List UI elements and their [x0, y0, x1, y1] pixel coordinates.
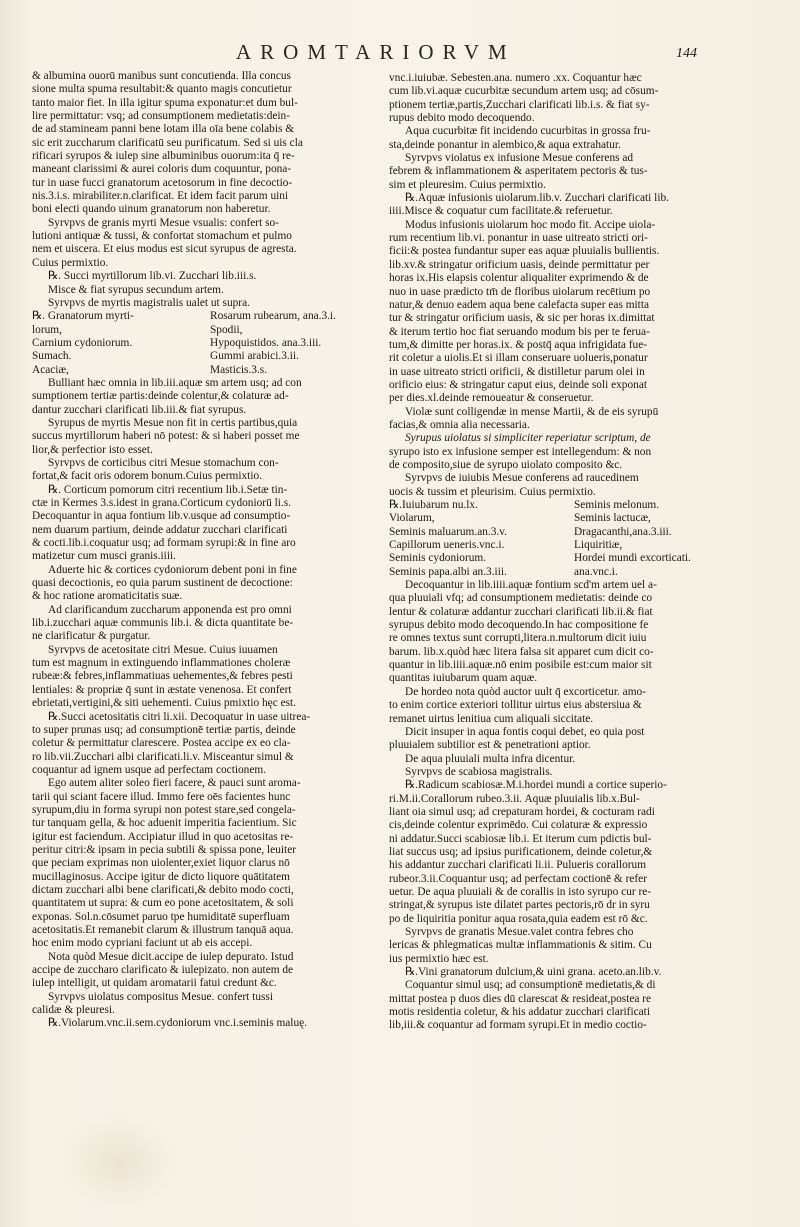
text-line: Decoquantur in aqua fontium lib.v.usque ad consumptio- [32, 510, 291, 523]
text-line: Nota quòd Mesue dicit.accipe de iulep depurato. Istud [48, 950, 294, 963]
text-line: ℞.Aquæ infusionis uiolarum.lib.v. Zucchari clarificati lib. [405, 192, 669, 205]
text-line: quantur in lib.iiii.aquæ.nō enim posibile est:cum maior sit [389, 659, 652, 672]
text-line: Syrvpvs de corticibus citri Mesue stomachum con- [48, 456, 279, 469]
text-line: quasi decoctionis, eo quia parum sustinent de decoctione: [32, 577, 293, 590]
text-line: Syrvpvs uiolatus compositus Mesue. confert tussi [48, 990, 273, 1003]
text-line: nem duarum partium, deinde addatur zucchari clarificati [32, 523, 288, 536]
recipe-ingredient: ana.vnc.i. [574, 565, 618, 578]
text-line: matizetur cum musci granis.iiii. [32, 550, 176, 563]
text-line: Modus infusionis uiolarum hoc modo fit. Accipe uiola- [405, 218, 656, 231]
recipe-ingredient: Seminis cydoniorum. [389, 552, 487, 565]
text-line: vnc.i.iuiubæ. Sebesten.ana. numero .xx. Coquantur hæc [389, 72, 642, 84]
text-line: Syrvpvs de scabiosa magistralis. [405, 765, 553, 778]
text-line: coletur & permittatur clarescere. Postea accipe ex eo cla- [32, 737, 291, 750]
left-column [32, 70, 380, 1031]
text-line: his addantur zucchari clarificati li.ii. Pulueris corallorum [389, 859, 647, 872]
recipe-ingredient: Masticis.3.s. [210, 363, 268, 376]
text-line: lericas & phlegmaticas multæ inflammationis & sitim. Cu [389, 939, 652, 952]
recipe-list [32, 310, 380, 377]
text-line: Syrupus uiolatus si simpliciter reperiatur scriptum, de [405, 432, 651, 445]
text-line: pluuialem subtilior est & penetrationi aptior. [389, 739, 591, 752]
text-line: iiii.Misce & coquatur cum facilitate.& referuetur. [389, 205, 613, 218]
text-line: lentur & colaturæ addantur zucchari clarificati lib.ii.& fiat [389, 605, 653, 618]
paper-stain [60, 1112, 180, 1212]
text-line: ni addatur.Succi scabiosæ lib.i. Et iterum cum pdictis bul- [389, 832, 652, 845]
recipe-ingredient: Capillorum ueneris.vnc.i. [389, 539, 505, 552]
text-line: stringat,& syrupus iste dilatet partes pectoris,rō dr in syru [389, 899, 650, 912]
recipe-ingredient: Gummi arabici.3.ii. [210, 350, 299, 363]
text-line: ℞.Violarum.vnc.ii.sem.cydoniorum vnc.i.seminis maluę. [48, 1017, 308, 1030]
text-line: nem et uiscera. Et eius modus est sicut syrupus de agresta. [32, 243, 297, 256]
text-line: coquantur ad ignem usque ad perfectam coctionem. [32, 763, 267, 776]
text-line: rificari syrupos & iulep sine albuminibus ouorum:ita q̄ re- [32, 150, 295, 163]
text-line: uocis & tussim et pleurisim. Cuius permixtio. [389, 485, 596, 498]
text-line: ebrietati,vertigini,& siti uehementi. Cuius pmixtio hęc est. [32, 697, 297, 710]
text-line: Dicit insuper in aqua fontis coqui debet, eo quia post [405, 725, 645, 738]
text-line: uetur. De aqua pluuiali & de corallis in isto syrupo cur re- [389, 885, 652, 898]
text-line: remanet uirtus lenitiua cum aliquali siccitate. [389, 712, 594, 725]
right-column [389, 72, 751, 1033]
recipe-ingredient: Hypoquistidos. ana.3.iii. [210, 336, 322, 349]
recipe-ingredient: Violarum, [389, 512, 435, 525]
page-number: 144 [676, 46, 697, 61]
text-line: rupus debito modo decoquendo. [389, 112, 535, 125]
text-line: nis.3.i.s. mirabiliter.n.clarificat. Et idem facit parum uini [32, 190, 289, 203]
text-line: barum. lib.x.quòd hæc litera falsa sit apparet cum dicit co- [389, 645, 654, 658]
recipe-ingredient: Acaciæ, [32, 363, 69, 376]
text-line: exponas. Sol.n.cōsumet paruo tpe humiditatē superfluam [32, 910, 290, 923]
text-line: natur,& denuo eadem aqua bene calefacta super eas mitta [389, 298, 650, 311]
text-line: lib.i.zucchari aquæ communis lib.i. & dicta quantitate be- [32, 617, 294, 630]
recipe-ingredient: ℞.Iuiubarum nu.lx. [389, 499, 478, 511]
text-line: iulep intelligit, ut quidam aromatarii fatui credunt &c. [32, 977, 277, 990]
text-line: tarii qui sciant facere illud. Immo fere oēs facientes hunc [32, 790, 291, 803]
text-line: rit coletur a uiolis.Et si illam conseruare uolueris,ponatur [389, 352, 648, 365]
text-line: lib.xv.& stringatur orificium uasis, deinde permittatur per [389, 258, 650, 271]
text-line: & iterum tertio hoc fiat seruando modum bis per te ferua- [389, 325, 650, 338]
recipe-ingredient: Seminis melonum. [574, 499, 660, 511]
text-line: Violæ sunt colligendæ in mense Martii, & de eis syrupū [405, 405, 659, 418]
text-line: & hoc ratione aromaticitatis suæ. [32, 590, 183, 603]
text-line: ℞.Succi acetositatis citri li.xii. Decoquatur in uase uitrea- [48, 710, 311, 723]
text-line: Syrvpvs de granis myrti Mesue vsualis: confert so- [48, 216, 279, 229]
text-line: & cocti.lib.i.coquatur usq; ad formam syrupi:& in fine aro [32, 537, 296, 550]
text-line: quantitatem ut supra: & cum eo pone acetositatem, & soli [32, 897, 294, 910]
text-line: ptionem tertiæ,partis,Zucchari clarificati lib.i.s. & fiat sy- [389, 98, 650, 111]
text-line: lutioni antiquæ & tussi, & confortat stomachum et pulmo [32, 230, 292, 243]
text-line: fortat,& facit oris odorem bonum.Cuius permixtio. [32, 470, 262, 483]
text-line: succus myrtillorum haberi nō potest: & si haberi posset me [32, 430, 300, 443]
text-line: lire permittatur: vsq; ad consumptionem medietatis:dein- [32, 110, 291, 123]
text-line: po de liquiritia ponitur aqua rosata,quia eadem est rō &c. [389, 912, 648, 925]
text-line: & albumina ouorū manibus sunt concutienda. Illa concus [32, 70, 291, 82]
text-line: De hordeo nota quòd auctor uult q̄ excorticetur. amo- [405, 685, 646, 698]
text-line: Cuius permixtio. [32, 256, 109, 269]
text-line: to enim cortice exteriori tollitur uirtus eius abstersiua & [389, 699, 642, 712]
text-line: Syrvpvs de iuiubis Mesue conferens ad raucedinem [405, 472, 639, 485]
text-line: ius permixtio hæc est. [389, 952, 489, 965]
recipe-ingredient: lorum, [32, 323, 62, 336]
recipe-list [389, 499, 751, 579]
text-line: igitur est faciendum. Accipiatur illud in quo acetositas re- [32, 830, 294, 843]
text-line: nuo in uase prædicto tm̄ de floribus uiolarum recētium po [389, 285, 651, 298]
text-line: ℞. Corticum pomorum citri recentium lib.i.Setæ tin- [48, 483, 288, 496]
text-line: tum,& dimitte per horas.ix. & postq̄ aqua infrigidata fue- [389, 338, 648, 351]
text-line: accipe de zuccharo clarificato & iulepizato. non autem de [32, 964, 294, 977]
text-line: per dies.xl.deinde remoueatur & conseruetur. [389, 392, 594, 405]
text-line: ℞. Succi myrtillorum lib.vi. Zucchari lib.iii.s. [48, 270, 257, 283]
text-line: Syrvpvs violatus ex infusione Mesue conferens ad [405, 152, 634, 165]
text-line: acetositatis.Et remanebit clarum & illustrum tanquā aqua. [32, 924, 294, 936]
text-line: Decoquantur in lib.iiii.aquæ fontium scd'm artem uel a- [405, 579, 657, 592]
text-line: ficii:& postea fundantur super eas aquæ pluuialis bullientis. [389, 245, 660, 258]
recipe-ingredient: Seminis maluarum.an.3.v. [389, 525, 508, 538]
text-line: Syrvpvs de myrtis magistralis ualet ut supra. [48, 296, 250, 309]
text-line: ℞.Vini granatorum dulcium,& uini grana. aceto.an.lib.v. [405, 966, 662, 979]
text-line: cum lib.vi.aquæ cucurbitæ secundum artem usq; ad cōsum- [389, 85, 659, 98]
text-line: de ad stamineam panni bene lotam illa oīa bene colabis & [32, 123, 295, 136]
text-line: quantitas iuiubarum quam aquæ. [389, 672, 538, 685]
text-line: febrem & inflammationem & asperitatem pectoris & tus- [389, 165, 648, 178]
recipe-ingredient: Sumach. [32, 350, 72, 363]
text-line: ne clarificatur & purgatur. [32, 630, 151, 643]
text-line: Ad clarificandum zuccharum apponenda est pro omni [48, 603, 292, 616]
text-line: de composito,siue de syrupo uiolato composito &c. [389, 458, 623, 471]
text-line: Syrvpvs de acetositate citri Mesue. Cuius iuuamen [48, 643, 278, 656]
text-line: to super prunas usq; ad consumptionē tertiæ partis, deinde [32, 723, 296, 736]
text-line: rubeæ:& febres,inflammatiuas uehementes,& febres pesti [32, 670, 293, 683]
text-line: syrupum,diu in forma syrupi non potest stare,sed congela- [32, 803, 296, 816]
text-line: lior,& perfectior isto esset. [32, 443, 153, 456]
text-line: ro lib.vii.Zucchari albi clarificati.li.v. Misceantur simul & [32, 750, 294, 763]
text-line: tur in uase fucci granatorum acetosorum in fine decoctio- [32, 176, 293, 189]
text-line: boni electi quando uinum granatorum non haberetur. [32, 203, 271, 216]
text-line: facias,& omnia alia necessaria. [389, 418, 530, 431]
text-line: motis residentia coletur, & his addatur zucchari clarificati [389, 1006, 650, 1019]
text-line: liant oia simul usq; ad crepaturam hordei, & cocturam radi [389, 805, 655, 818]
text-line: rubeor.3.ii.Coquantur usq; ad perfectam coctionē & refer [389, 872, 647, 885]
text-line: dantur zucchari clarificati lib.iii.& fiat syrupus. [32, 403, 247, 416]
text-line: sumptionem tertiæ partis:deinde colentur,& colaturæ ad- [32, 390, 289, 403]
text-line: hoc enim modo cypriani faciunt ut ab eis accepi. [32, 937, 253, 950]
text-line: mucillaginosus. Accipe igitur de dicto liquore quātitatem [32, 870, 291, 883]
text-line: Coquantur simul usq; ad consumptionē medietatis,& di [405, 979, 656, 992]
text-line: maneant clarissimi & aurei coloris dum coquuntur, pona- [32, 163, 292, 176]
text-line: peritur citri:& ipsam in pecia subtili & spissa pone, leuiter [32, 843, 297, 856]
text-line: horas ix.His elapsis colentur aliqualiter exprimendo & de [389, 272, 649, 285]
recipe-ingredient: ℞. Granatorum myrti- [32, 310, 134, 323]
text-line: Ego autem aliter soleo fieri facere, & pauci sunt aroma- [48, 777, 301, 790]
recipe-ingredient: Rosarum rubearum, ana.3.i. [210, 310, 337, 323]
text-line: ℞.Radicum scabiosæ.M.i.hordei mundi a cortice superio- [405, 779, 667, 792]
text-line: rum recentium lib.vi. ponantur in uase uitreato stricti ori- [389, 232, 648, 245]
text-line: syrupus debito modo decoquendo.In hac compositione fe [389, 619, 649, 632]
text-line: sione multa spuma resultabit:& quanto magis concutietur [32, 83, 292, 96]
text-line: lentiales: & propriæ q̄ sunt in æstate venenosa. Et confert [32, 683, 292, 696]
recipe-ingredient: Liquiritiæ, [574, 539, 623, 552]
text-line: sta,deinde ponantur in alembico,& aqua extrahatur. [389, 138, 621, 151]
text-line: cis,deinde colentur exprimēdo. Cui colaturæ & expressio [389, 819, 648, 832]
text-line: tum est magnum in extinguendo inflammationes choleræ [32, 657, 291, 670]
text-line: mittat postea p duos dies dū clarescat & resideat,postea re [389, 992, 652, 1005]
text-line: sic erit zuccharum clarificatū seu purificatum. Sed si uis cla [32, 136, 303, 149]
text-line: sim et pleuresim. Cuius permixtio. [389, 178, 546, 191]
running-title: AROMTARIORVM [236, 40, 516, 64]
text-line: liat succus usq; ad ipsius purificationem, deinde coletur,& [389, 845, 653, 858]
text-line: calidæ & pleuresi. [32, 1004, 115, 1017]
text-line: tanto maior fiet. In illa igitur spuma exponatur:et dum bul- [32, 96, 298, 109]
text-line: ri.M.ii.Corallorum rubeo.3.ii. Aquæ pluuialis lib.x.Bul- [389, 792, 640, 805]
text-line: Aduerte hic & cortices cydoniorum debent poni in fine [48, 563, 297, 576]
text-line: dictam zucchari albi bene clarificati,& debito modo cocti, [32, 883, 294, 896]
recipe-ingredient: Spodii, [210, 323, 243, 336]
text-line: syrupo isto ex infusione semper est intellegendum: & non [389, 445, 652, 458]
recipe-ingredient: Hordei mundi excorticati. [574, 552, 691, 565]
text-line: que peciam exprimas non uiolenter,exiet liquor clarus nō [32, 857, 290, 870]
recipe-ingredient: Seminis lactucæ, [574, 512, 651, 525]
text-line: tur & stringatur orificium uasis, & sic per horas ix.dimittat [389, 312, 655, 325]
recipe-ingredient: Seminis papa.albi an.3.iii. [389, 565, 507, 578]
text-line: Syrupus de myrtis Mesue non fit in certis partibus,quia [48, 416, 298, 429]
text-line: orificio eius: & stringatur caput eius, deinde soli exponat [389, 378, 648, 391]
recipe-ingredient: Dragacanthi,ana.3.iii. [574, 525, 672, 538]
text-line: De aqua pluuiali multa infra dicentur. [405, 752, 576, 765]
text-line: Bulliant hæc omnia in lib.iii.aquæ sm artem usq; ad con [48, 376, 302, 389]
text-line: ctæ in Kermes 3.s.idest in grana.Corticum cydoniorū li.s. [32, 497, 291, 509]
text-line: qua pluuiali vfq; ad consumptionem medietatis: deinde co [389, 592, 653, 605]
text-line: lib,iii.& coquantur ad formam syrupi.Et in medio coctio- [389, 1019, 647, 1032]
recipe-ingredient: Carnium cydoniorum. [32, 336, 133, 349]
text-line: re omnes textus sunt corrupti,litera.n.multorum dicit iuiu [389, 632, 647, 645]
text-line: Misce & fiat syrupus secundum artem. [48, 283, 224, 296]
text-line: in uase uitreato stricti orificii, & distilletur parum olei in [389, 365, 645, 378]
text-line: Syrvpvs de granatis Mesue.valet contra febres cho [405, 926, 634, 938]
text-line: Aqua cucurbitæ fit incidendo cucurbitas in grossa fru- [405, 125, 651, 138]
text-line: tur tanquam gella, & hoc aduenit imperitia facientium. Sic [32, 817, 297, 830]
